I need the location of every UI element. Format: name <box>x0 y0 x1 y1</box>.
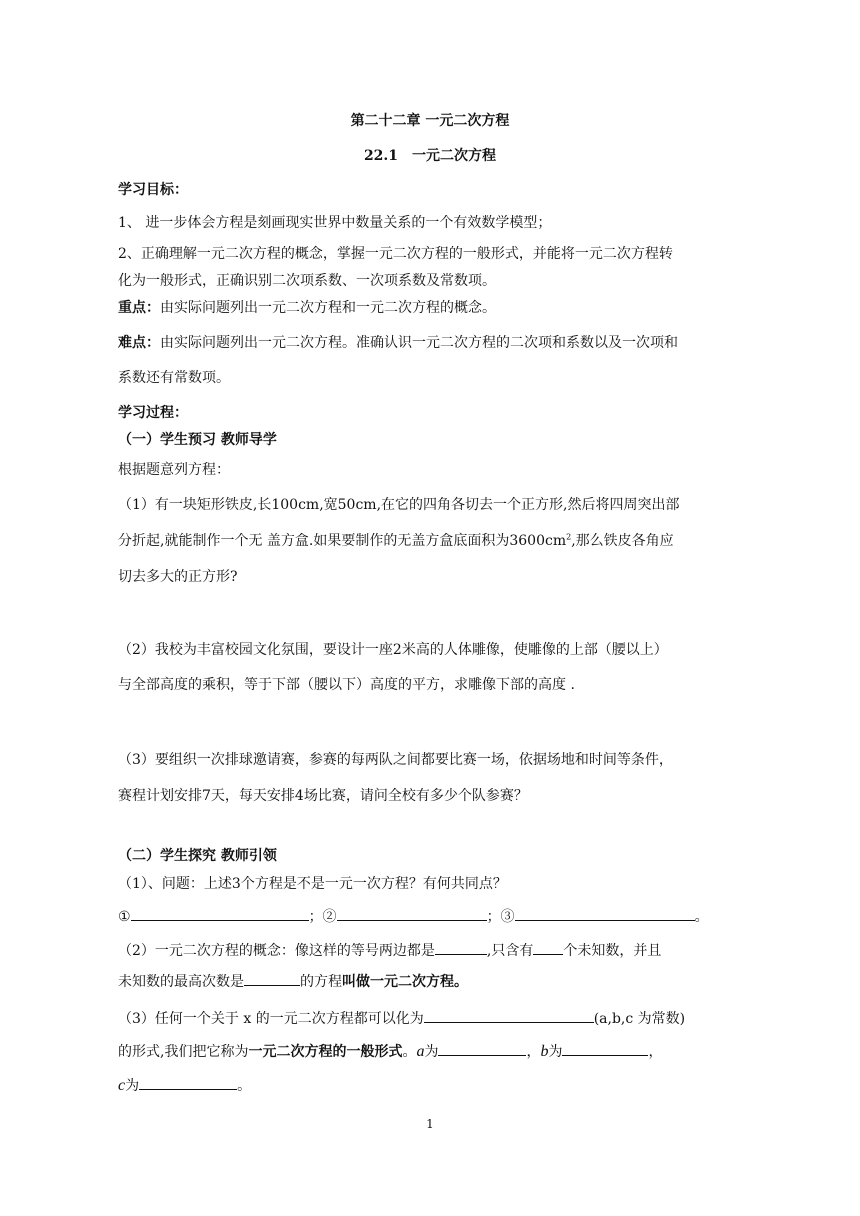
answer-blank-2[interactable] <box>337 906 487 921</box>
general-form-text-e: 。 <box>402 1044 417 1060</box>
objective-1: 1、 进一步体会方程是刻画现实世界中数量关系的一个有效数学模型； <box>118 215 552 231</box>
concept-blank-1[interactable] <box>435 940 487 955</box>
wei-1: 为 <box>424 1044 439 1060</box>
key-point-text: 由实际问题列出一元二次方程和一元二次方程的概念。 <box>160 300 496 316</box>
concept-line1 <box>118 940 661 961</box>
general-form-line1 <box>118 1008 685 1029</box>
concept-text-d: 未知数的最高次数是 <box>118 974 244 990</box>
concept-text-c: 个未知数，并且 <box>563 943 662 959</box>
question-1-line1: （1）有一块矩形铁皮,长100cm,宽50cm,在它的四角各切去一个正方形,然后将四周突出部 <box>118 497 680 513</box>
concept-blank-2[interactable] <box>533 940 563 955</box>
objectives-heading: 学习目标： <box>118 182 188 198</box>
var-b: b <box>540 1043 549 1060</box>
concept-blank-3[interactable] <box>244 971 300 986</box>
concept-text-e: 的方程 <box>300 974 342 990</box>
key-point <box>118 298 496 318</box>
answer-blank-1[interactable] <box>131 906 309 921</box>
concept-text-a: （2）一元二次方程的概念：像这样的等号两边都是 <box>118 943 435 959</box>
general-form-text-a: （3）任何一个关于 x 的一元二次方程都可以化为 <box>118 1011 424 1027</box>
general-form-text-d: 一元二次方程的一般形式 <box>248 1044 403 1060</box>
period-mark-2: 。 <box>237 1078 252 1094</box>
circle-three: ；③ <box>486 909 515 925</box>
coefficient-a-blank[interactable] <box>438 1041 526 1056</box>
general-form-line3 <box>118 1075 251 1096</box>
question-3-line2: 赛程计划安排7天，每天安排4场比赛，请问全校有多少个队参赛？ <box>118 788 528 804</box>
general-form-line2 <box>118 1041 662 1062</box>
question-1-line3: 切去多大的正方形? <box>118 569 238 585</box>
chapter-title: 第二十二章 一元二次方程 <box>350 113 510 129</box>
part1-heading: （一）学生预习 教师导学 <box>118 432 277 448</box>
period-mark: 。 <box>694 909 709 925</box>
comma-1: ， <box>526 1044 541 1060</box>
difficulty-text: 由实际问题列出一元二次方程。准确认识一元二次方程的二次项和系数以及一次项和 <box>160 335 678 351</box>
answer-blank-3[interactable] <box>515 906 695 921</box>
q1-text-b: ,那么铁皮各角应 <box>571 533 674 549</box>
difficulty-label: 难点： <box>118 335 160 351</box>
difficulty-line1 <box>118 333 678 353</box>
question-3-line1: （3）要组织一次排球邀请赛，参赛的每两队之间都要比赛一场，依据场地和时间等条件， <box>118 752 673 768</box>
var-a: a <box>416 1043 425 1060</box>
objective-2-line1: 2、正确理解一元二次方程的概念，掌握一元二次方程的一般形式，并能将一元二次方程转 <box>118 246 673 262</box>
question-2-line1: （2）我校为丰富校园文化氛围，要设计一座2米高的人体雕像，使雕像的上部（腰以上） <box>118 642 668 658</box>
difficulty-line2: 系数还有常数项。 <box>118 370 230 386</box>
constant-c-blank[interactable] <box>139 1075 237 1090</box>
key-point-label: 重点： <box>118 300 160 316</box>
process-heading: 学习过程： <box>118 405 188 421</box>
circle-two: ；② <box>308 909 337 925</box>
general-form-blank[interactable] <box>424 1008 594 1023</box>
question-2-line2: 与全部高度的乘积，等于下部（腰以下）高度的平方，求雕像下部的高度 . <box>118 677 575 693</box>
concept-text-b: ,只含有 <box>486 943 534 959</box>
part2-question-1: （1）、问题：上述3个方程是不是一元一次方程？有何共同点？ <box>118 876 507 892</box>
concept-line2 <box>118 971 468 992</box>
q1-superscript: 2 <box>566 532 572 542</box>
general-form-text-c: 的形式,我们把它称为 <box>118 1044 249 1060</box>
comma-2: ， <box>648 1044 663 1060</box>
section-title: 22.1 一元二次方程 <box>363 148 497 164</box>
coefficient-b-blank[interactable] <box>562 1041 648 1056</box>
concept-text-f: 叫做一元二次方程。 <box>342 974 468 990</box>
question-1-line2 <box>118 531 674 551</box>
general-form-text-b: (a,b,c 为常数) <box>593 1011 686 1027</box>
circle-one: ① <box>118 909 131 925</box>
q1-text-a: 分折起,就能制作一个无 盖方盒.如果要制作的无盖方盒底面积为3600cm <box>118 533 567 549</box>
var-c: c <box>118 1077 126 1094</box>
page-number: 1 <box>426 1117 434 1131</box>
wei-3: 为 <box>125 1078 140 1094</box>
objective-2-line2: 化为一般形式，正确识别二次项系数、一次项系数及常数项。 <box>118 273 496 289</box>
part2-heading: （二）学生探究 教师引领 <box>118 848 277 864</box>
intro-text: 根据题意列方程： <box>118 462 230 478</box>
wei-2: 为 <box>548 1044 563 1060</box>
answer-blanks-row <box>118 906 709 927</box>
